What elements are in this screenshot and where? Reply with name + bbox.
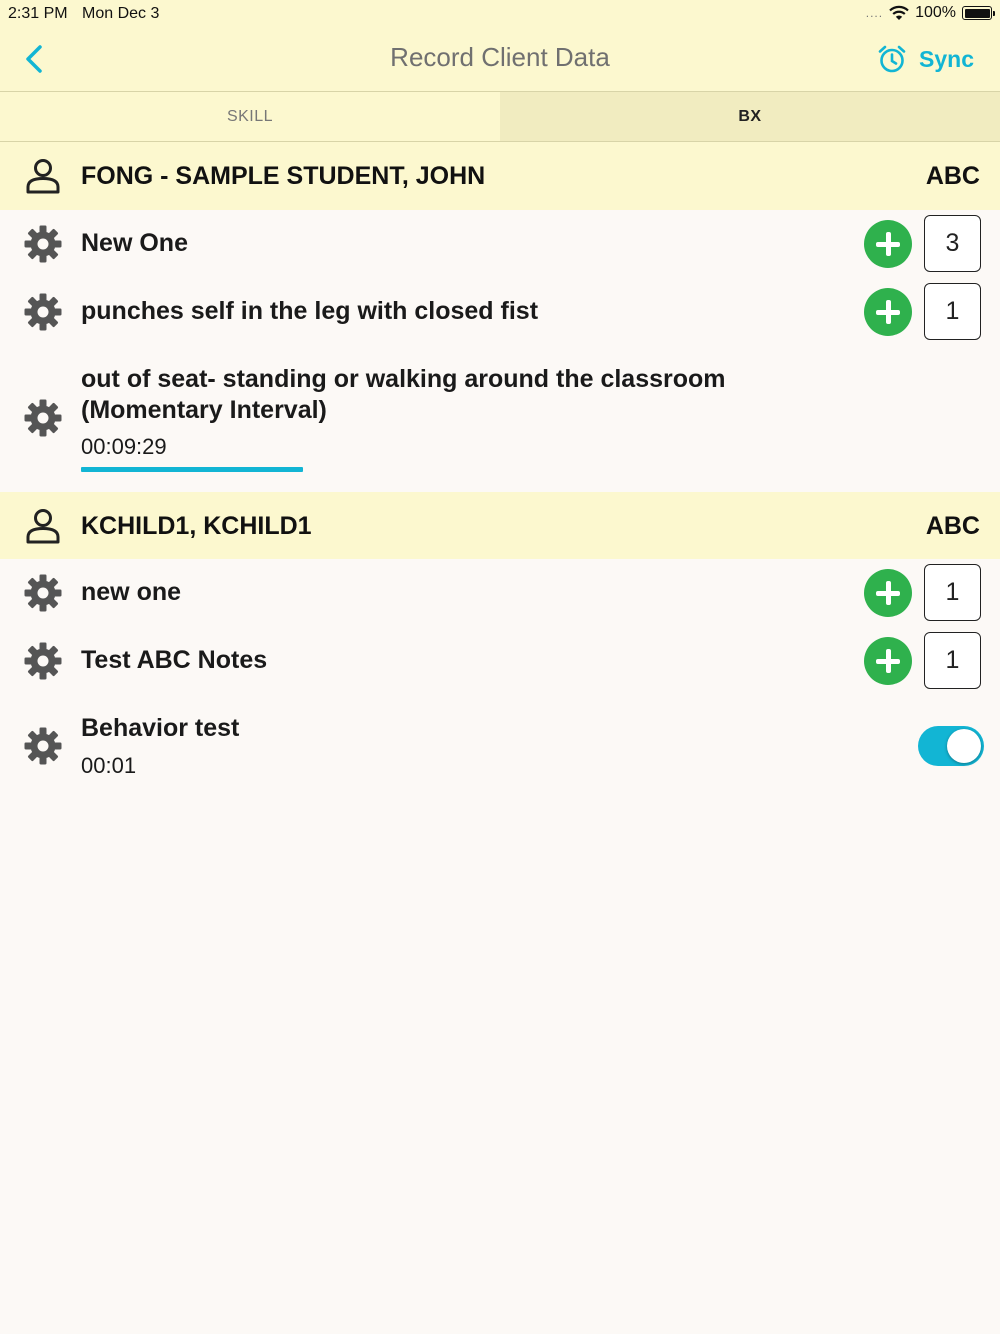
behavior-label: Test ABC Notes <box>81 646 268 674</box>
gear-icon[interactable] <box>23 292 63 332</box>
behavior-label: Behavior test <box>81 714 240 742</box>
behavior-row <box>0 627 1000 695</box>
count-field[interactable]: 3 <box>924 215 981 272</box>
gear-icon[interactable] <box>23 641 63 681</box>
tab-bx[interactable]: BX <box>500 92 1000 141</box>
segment-tabs <box>0 92 1000 142</box>
behavior-row <box>0 559 1000 627</box>
abc-button[interactable]: ABC <box>925 162 980 190</box>
duration-behavior-row <box>0 695 1000 795</box>
behavior-label: new one <box>81 578 182 606</box>
increment-button[interactable] <box>864 220 912 268</box>
count-field[interactable]: 1 <box>924 564 981 621</box>
increment-button[interactable] <box>864 569 912 617</box>
behavior-label: New One <box>81 229 188 257</box>
battery-icon <box>962 6 992 20</box>
interval-progress-bar <box>81 467 303 472</box>
status-date: Mon Dec 3 <box>82 5 160 22</box>
nav-bar <box>0 28 1000 92</box>
client-header <box>0 142 1000 210</box>
behavior-row <box>0 278 1000 346</box>
client-name: KCHILD1, KCHILD1 <box>81 512 312 540</box>
behavior-label: out of seat- standing or walking around the classroom <box>81 365 726 393</box>
increment-button[interactable] <box>864 637 912 685</box>
sync-label: Sync <box>919 45 974 72</box>
client-name: FONG - SAMPLE STUDENT, JOHN <box>81 162 486 190</box>
battery-percent: 100% <box>915 4 956 21</box>
interval-behavior-row <box>0 346 1000 492</box>
duration-timer: 00:01 <box>81 753 137 778</box>
client-header <box>0 492 1000 559</box>
status-right <box>866 4 992 22</box>
person-icon <box>24 507 62 545</box>
gear-icon[interactable] <box>23 573 63 613</box>
behavior-label: punches self in the leg with closed fist <box>81 297 539 325</box>
toggle-knob <box>947 729 981 763</box>
count-field[interactable]: 1 <box>924 283 981 340</box>
status-time: 2:31 PM <box>8 5 68 22</box>
person-icon <box>24 157 62 195</box>
sync-button[interactable] <box>877 44 974 74</box>
tab-skill[interactable]: SKILL <box>0 92 500 141</box>
gear-icon[interactable] <box>23 224 63 264</box>
page-title: Record Client Data <box>390 42 610 72</box>
count-field[interactable]: 1 <box>924 632 981 689</box>
gear-icon[interactable] <box>23 398 63 438</box>
interval-timer: 00:09:29 <box>81 434 167 459</box>
gear-icon[interactable] <box>23 726 63 766</box>
wifi-icon <box>889 5 909 21</box>
abc-button[interactable]: ABC <box>925 512 980 540</box>
behavior-row <box>0 210 1000 278</box>
duration-toggle[interactable] <box>918 726 984 766</box>
status-bar <box>0 0 1000 28</box>
signal-dots: .... <box>865 6 884 20</box>
increment-button[interactable] <box>864 288 912 336</box>
behavior-label-line2: (Momentary Interval) <box>81 396 327 424</box>
alarm-clock-icon <box>877 44 907 74</box>
